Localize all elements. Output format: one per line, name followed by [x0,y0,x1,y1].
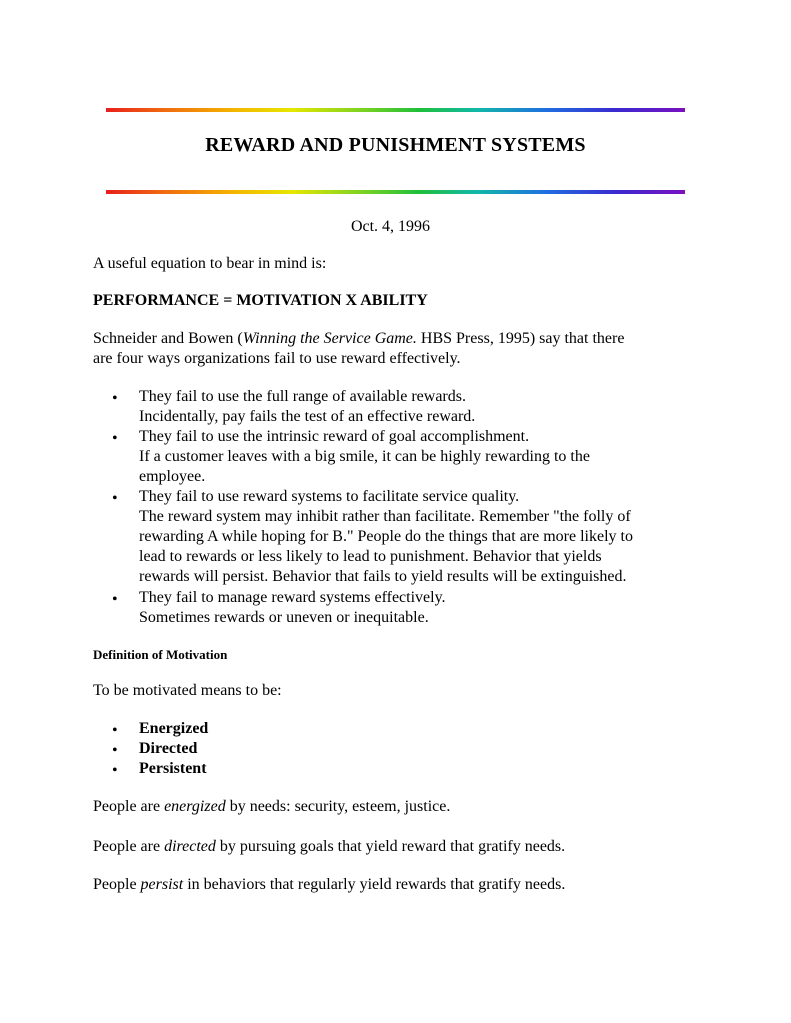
bullet-icon: • [112,390,118,407]
definition-heading: Definition of Motivation [93,647,228,662]
bullet-icon: • [112,762,118,779]
state-directed: Directed [139,740,198,757]
energized-text-a: People are [93,798,165,815]
bullet-icon: • [112,490,118,507]
intro-paragraph: A useful equation to bear in mind is: [93,255,327,272]
persist-term: persist [140,876,184,893]
para1-text-c: HBS Press, 1995) say that there [416,330,625,347]
persist-text-a: People [93,876,141,893]
persist-text-c: in behaviors that regularly yield rewards that gratify needs. [183,876,566,893]
energized-paragraph [93,797,450,817]
reason-3-line-1: They fail to use reward systems to facilitate service quality. [139,488,520,505]
para1-text-a: Schneider and Bowen ( [93,330,243,347]
reason-3-line-5: rewards will persist. Behavior that fails to yield results will be extinguished. [139,568,627,585]
equation-line: PERFORMANCE = MOTIVATION X ABILITY [93,292,428,309]
date-line: Oct. 4, 1996 [350,218,431,235]
bullet-icon: • [112,591,118,608]
page-title: REWARD AND PUNISHMENT SYSTEMS [205,134,586,156]
reason-3-line-3: rewarding A while hoping for B." People do the things that are more likely to [139,528,633,545]
bullet-icon: • [112,722,118,739]
reason-4-line-1: They fail to manage reward systems effectively. [139,589,446,606]
directed-paragraph [93,837,565,857]
reason-3-line-4: lead to rewards or less likely to lead to punishment. Behavior that yields [139,548,602,565]
rainbow-divider-bottom [106,190,685,194]
persist-paragraph [93,875,565,895]
bullet-icon: • [112,742,118,759]
directed-term: directed [164,838,216,855]
energized-text-c: by needs: security, esteem, justice. [225,798,451,815]
book-title: Winning the Service Game. [242,330,417,347]
schneider-bowen-paragraph-line2: are four ways organizations fail to use reward effectively. [93,350,461,367]
bullet-icon: • [112,430,118,447]
reason-1-line-2: Incidentally, pay fails the test of an effective reward. [139,408,476,425]
reason-2-line-3: employee. [139,468,206,485]
state-persistent: Persistent [139,760,207,777]
energized-term: energized [164,798,226,815]
rainbow-divider-top [106,108,685,112]
reason-2-line-1: They fail to use the intrinsic reward of goal accomplishment. [139,428,530,445]
schneider-bowen-paragraph [93,329,624,349]
state-energized: Energized [139,720,209,737]
reason-1-line-1: They fail to use the full range of available rewards. [139,388,466,405]
reason-4-line-2: Sometimes rewards or uneven or inequitable. [139,609,429,626]
reason-3-line-2: The reward system may inhibit rather than facilitate. Remember "the folly of [139,508,631,525]
directed-text-a: People are [93,838,165,855]
directed-text-c: by pursuing goals that yield reward that gratify needs. [215,838,566,855]
reason-2-line-2: If a customer leaves with a big smile, it can be highly rewarding to the [139,448,590,465]
motivated-intro: To be motivated means to be: [93,682,282,699]
